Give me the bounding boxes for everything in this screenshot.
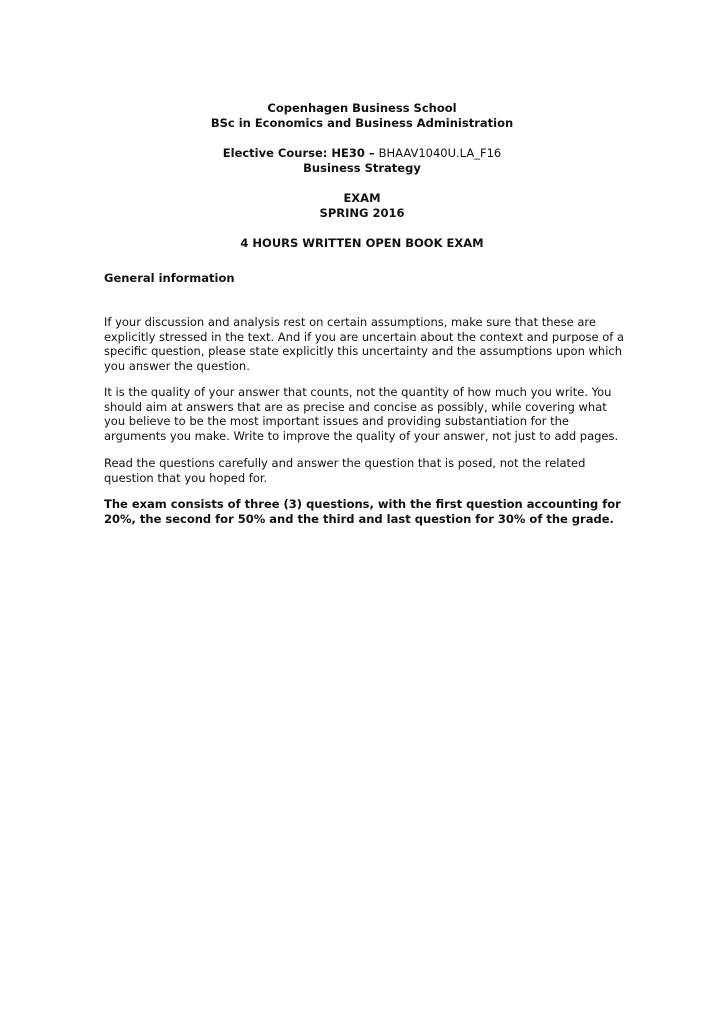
exam-header: [0, 101, 724, 251]
program-name: BSc in Economics and Business Administration: [210, 116, 514, 130]
paragraph-quality: It is the quality of your answer that counts, not the quantity of how much you write. You should aim at answers that are as precise and concise as possibly, while covering what you believe to be the most important issues and providing substantiation for the arguments you make. Write to improve the quality of your answer, not just to add pages.: [104, 385, 619, 443]
paragraph-assumptions: If your discussion and analysis rest on certain assumptions, make sure that these are explicitly stressed in the text. And if you are uncertain about the context and purpose of a specific question, please state explicitly this uncertainty and the assumptions upon which you answer the question.: [104, 315, 625, 373]
exam-term: SPRING 2016: [319, 206, 405, 220]
course-line: [0, 146, 724, 161]
paragraph-grading: The exam consists of three (3) questions, with the first question accounting for 20%, the second for 50% and the third and last question for 30% of the grade.: [104, 497, 621, 526]
exam-label: EXAM: [343, 191, 381, 205]
section-title: General information: [104, 271, 235, 285]
course-name: Business Strategy: [303, 161, 421, 175]
course-prefix: Elective Course: HE30 –: [222, 146, 379, 160]
paragraph-read-questions: Read the questions carefully and answer the question that is posed, not the related question that you hoped for.: [104, 456, 586, 485]
exam-format: 4 HOURS WRITTEN OPEN BOOK EXAM: [240, 236, 484, 250]
course-code: BHAAV1040U.LA_F16: [378, 146, 502, 160]
school-name: Copenhagen Business School: [267, 101, 457, 115]
